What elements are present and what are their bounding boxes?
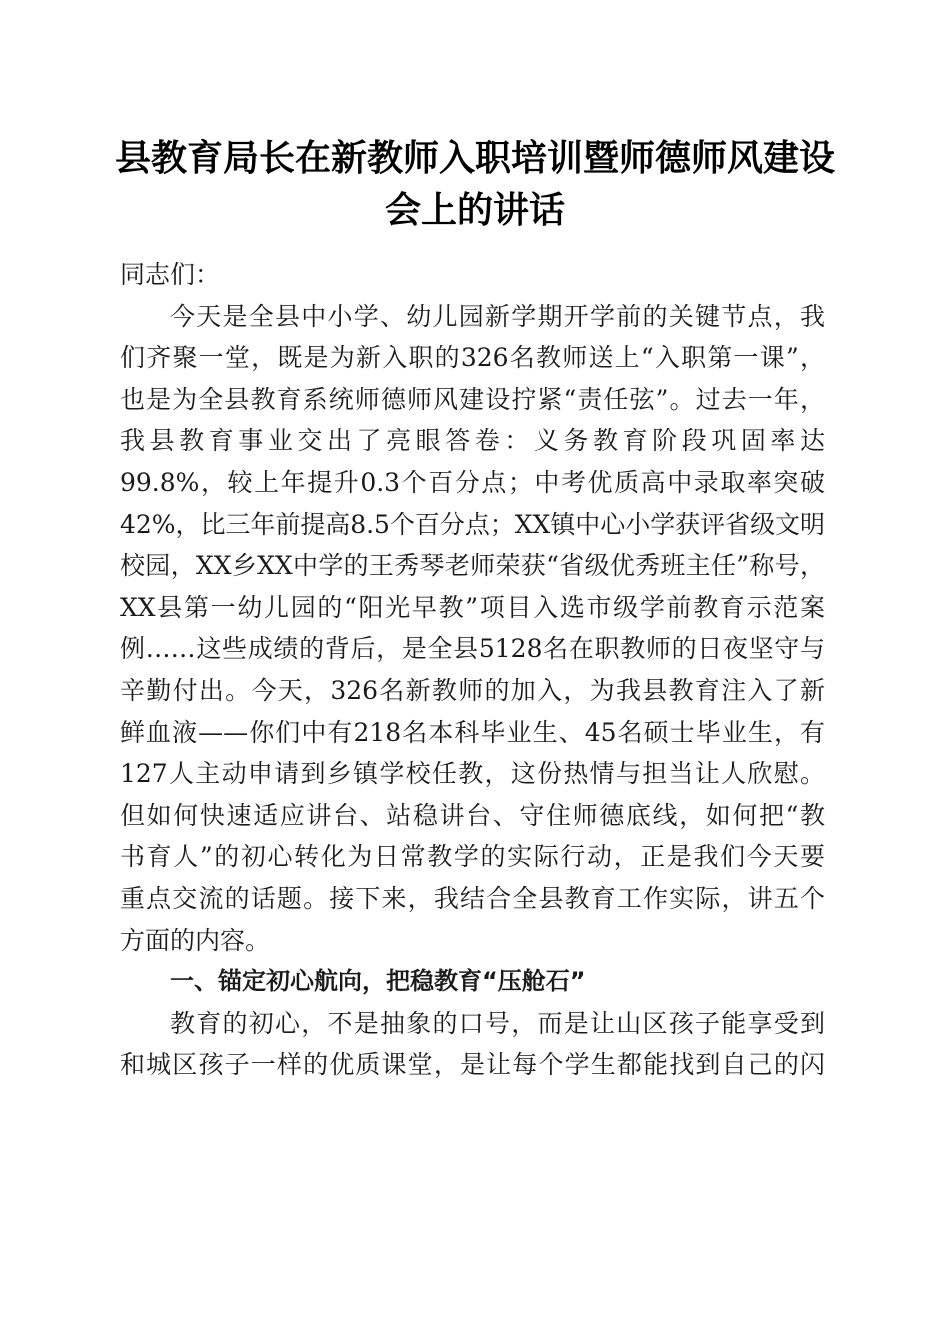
intro-line: 我县教育事业交出了亮眼答卷：义务教育阶段巩固率达 <box>120 426 825 456</box>
section-heading-1: 一、锚定初心航向，把稳教育“压舱石” <box>170 967 586 996</box>
intro-line: 99.8%，较上年提升0.3个百分点；中考优质高中录取率突破 <box>120 467 825 497</box>
intro-paragraph <box>120 296 825 962</box>
intro-line: 校园，XX乡XX中学的王秀琴老师荣获“省级优秀班主任”称号， <box>120 551 825 581</box>
intro-line: 书育人”的初心转化为日常教学的实际行动，正是我们今天要 <box>120 842 825 872</box>
intro-line: 方面的内容。 <box>120 925 271 955</box>
intro-line: XX县第一幼儿园的“阳光早教”项目入选市级学前教育示范案 <box>120 592 825 622</box>
intro-line: 今天是全县中小学、幼儿园新学期开学前的关键节点，我 <box>170 301 825 331</box>
title-line-1: 县教育局长在新教师入职培训暨师德师风建设 <box>114 137 835 179</box>
section-1-line: 教育的初心，不是抽象的口号，而是让山区孩子能享受到 <box>170 1008 825 1038</box>
intro-line: 例……这些成绩的背后，是全县5128名在职教师的日夜坚守与 <box>120 634 825 664</box>
salutation: 同志们： <box>120 260 221 289</box>
document-body <box>120 254 825 1086</box>
intro-line: 鲜血液——你们中有218名本科毕业生、45名硕士毕业生，有 <box>120 717 825 747</box>
intro-line: 辛勤付出。今天，326名新教师的加入，为我县教育注入了新 <box>120 675 825 705</box>
title-line-2: 会上的讲话 <box>384 189 565 231</box>
intro-line: 127人主动申请到乡镇学校任教，这份热情与担当让人欣慰。 <box>120 759 825 789</box>
intro-line: 42%，比三年前提高8.5个百分点；XX镇中心小学获评省级文明 <box>120 509 825 539</box>
document-title <box>100 132 850 236</box>
intro-line: 也是为全县教育系统师德师风建设拧紧“责任弦”。过去一年， <box>120 384 825 414</box>
section-1-line: 和城区孩子一样的优质课堂，是让每个学生都能找到自己的闪 <box>120 1050 825 1080</box>
intro-line: 重点交流的话题。接下来，我结合全县教育工作实际，讲五个 <box>120 883 825 913</box>
section-1-paragraph <box>120 1003 825 1086</box>
intro-line: 但如何快速适应讲台、站稳讲台、守住师德底线，如何把“教 <box>120 800 825 830</box>
intro-line: 们齐聚一堂，既是为新入职的326名教师送上“入职第一课”， <box>120 343 825 373</box>
